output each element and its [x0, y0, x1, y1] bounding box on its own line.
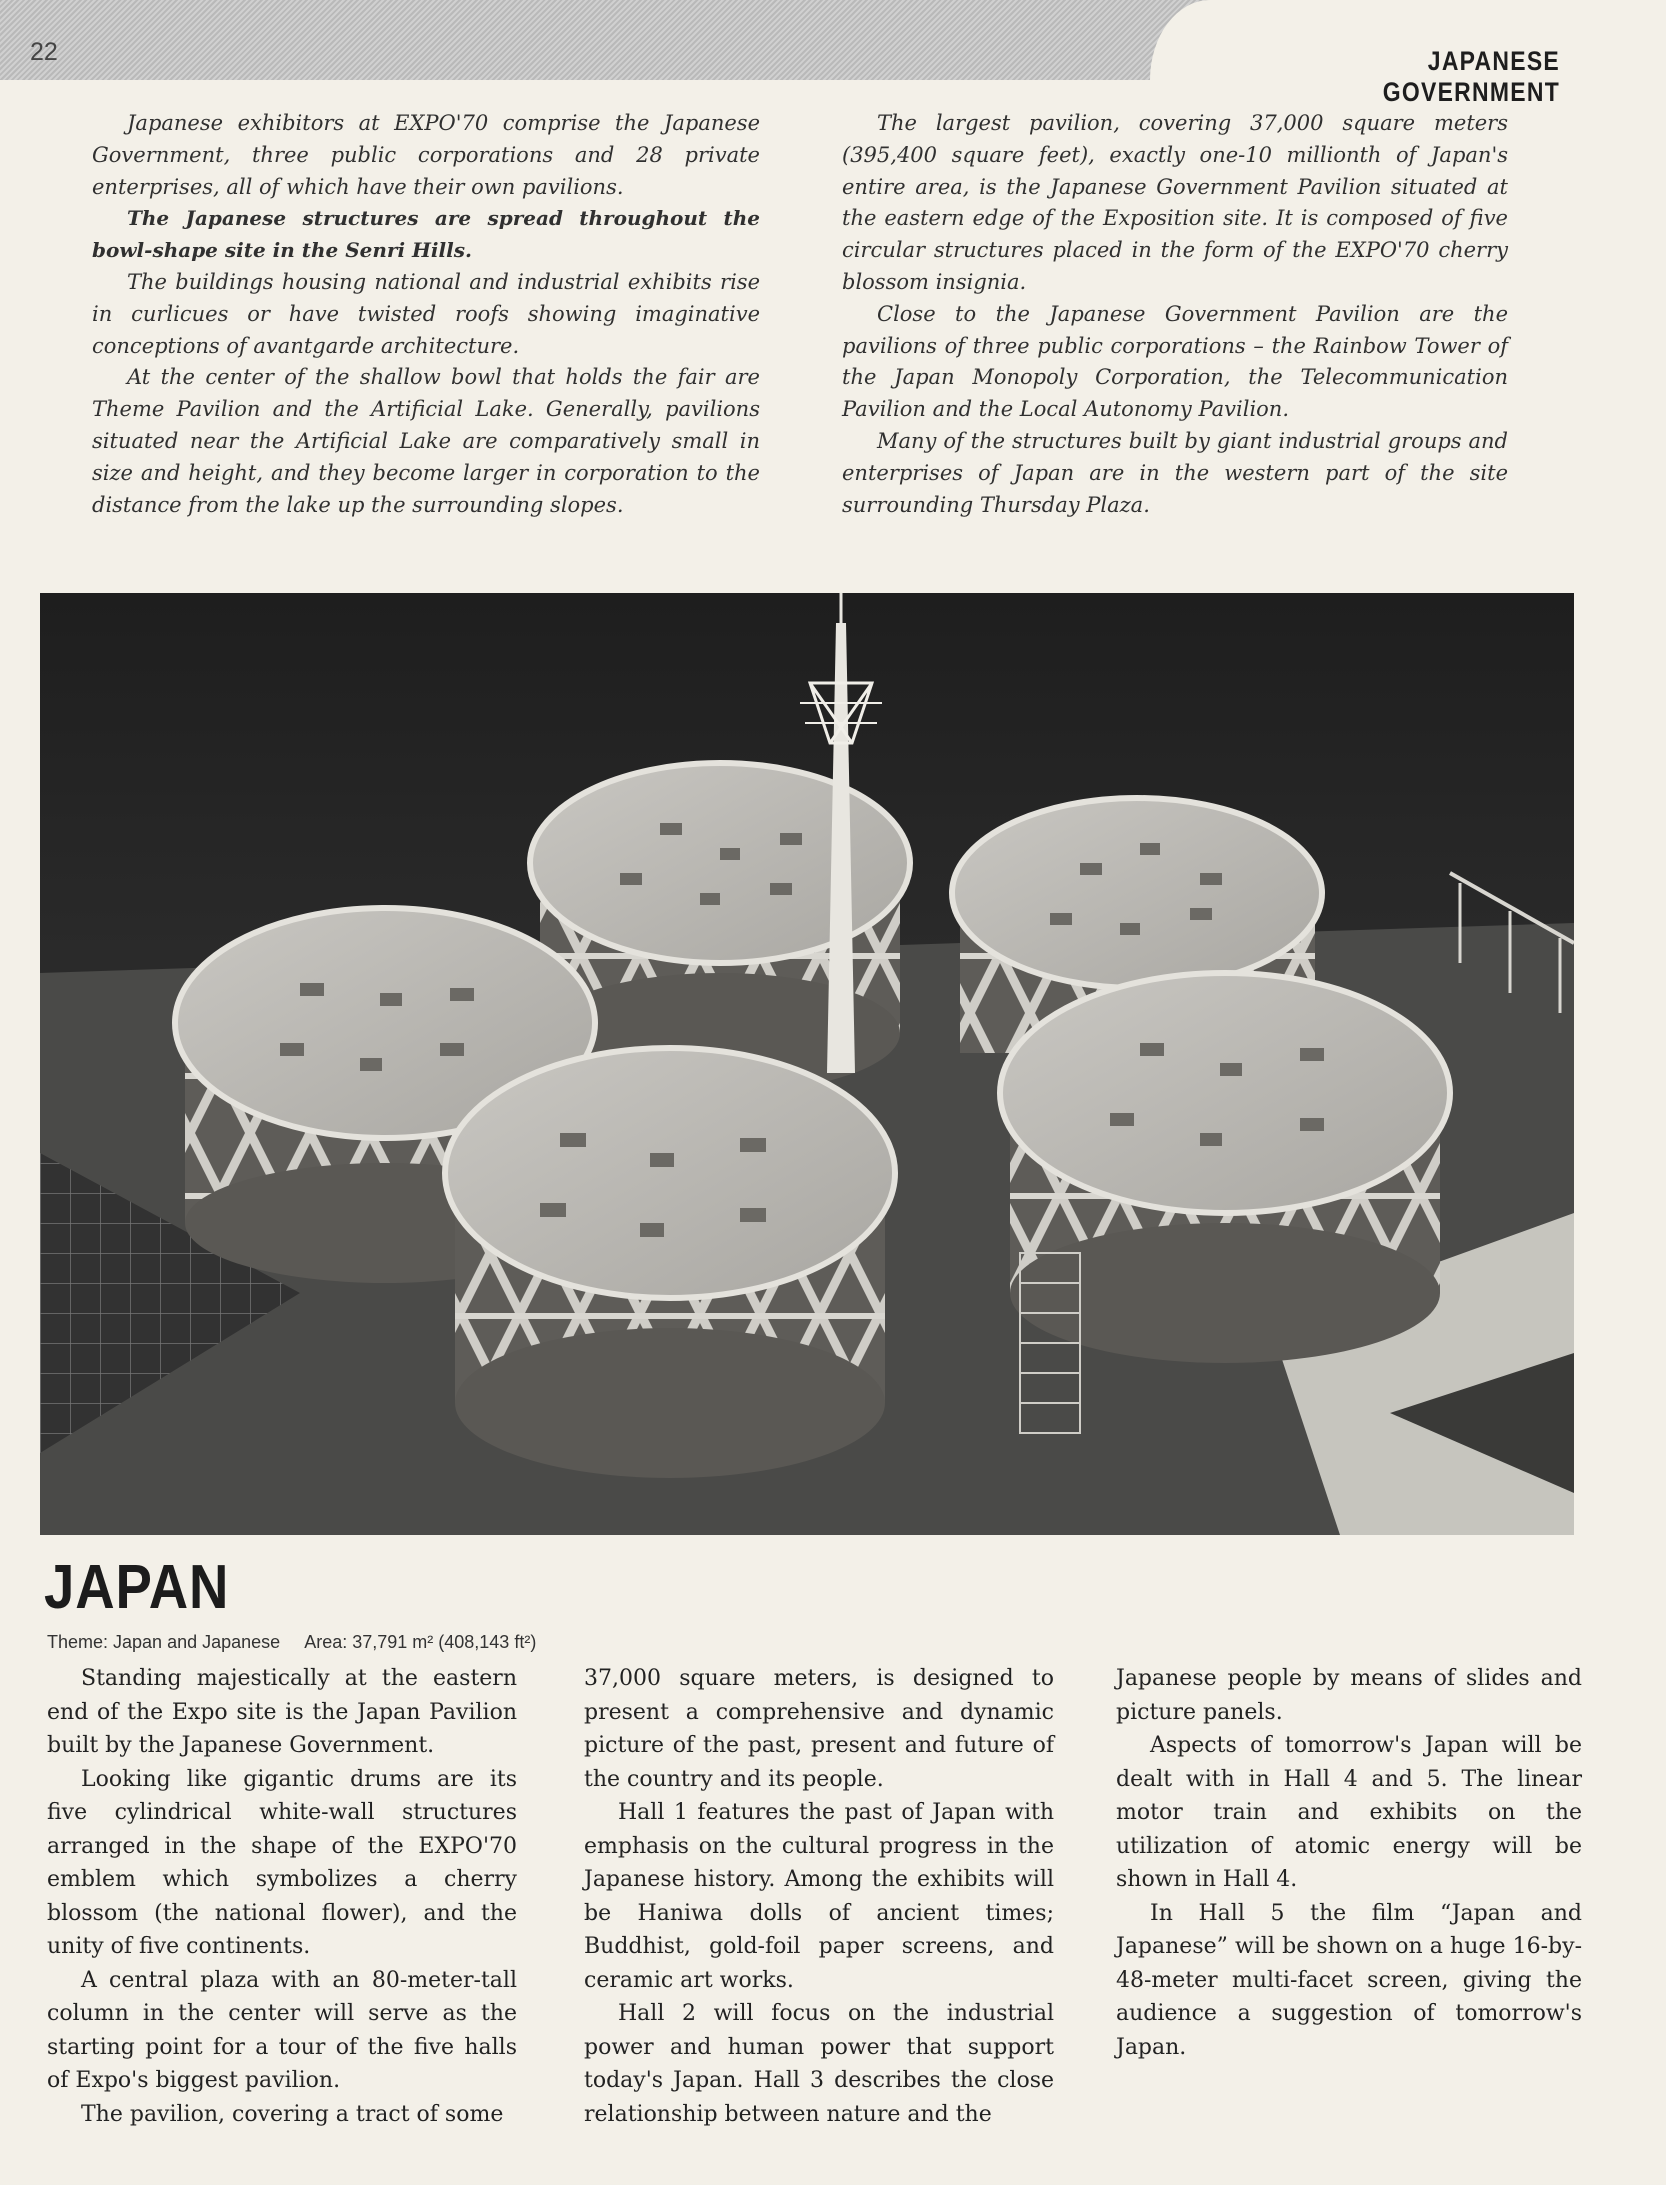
- body-paragraph: A central plaza with an 80-meter-tall column in the center will serve as the starting point for a tour of the five halls of Expo's biggest pavilion.: [47, 1967, 517, 2093]
- intro-left-column: [92, 108, 760, 521]
- body-paragraph: Japanese people by means of slides and picture panels.: [1116, 1666, 1582, 1725]
- intro-paragraph: Many of the structures built by giant industrial groups and enterprises of Japan are in the western part of the site surrounding Thursday Plaza.: [842, 428, 1508, 517]
- article-title: JAPAN: [44, 1553, 230, 1622]
- theme-label: Theme: Japan and Japanese: [47, 1632, 281, 1652]
- pavilion-model-photo: [40, 593, 1574, 1535]
- section-title: JAPANESE GOVERNMENT: [1382, 46, 1560, 107]
- intro-paragraph: Japanese exhibitors at EXPO'70 comprise the Japanese Government, three public corporations and 28 private enterprises, all of which have their own pavilions.: [92, 111, 760, 199]
- body-paragraph: Standing majestically at the eastern end of the Expo site is the Japan Pavilion built by the Japanese Government.: [47, 1666, 517, 1758]
- body-paragraph: Looking like gigantic drums are its five cylindrical white-wall structures arranged in the shape of the EXPO'70 emblem which symbolizes a cherry blossom (the national flower), and the unity of five continents.: [47, 1766, 517, 1959]
- pavilion-model-illustration: [40, 593, 1574, 1535]
- intro-right-column: [842, 108, 1508, 521]
- intro-paragraph: The buildings housing national and industrial exhibits rise in curlicues or have twisted roofs showing imaginative conceptions of avantgarde architecture.: [92, 269, 760, 358]
- body-paragraph: In Hall 5 the film “Japan and Japanese” will be shown on a huge 16-by-48-meter multi-facet screen, giving the audience a suggestion of tomorrow's Japan.: [1116, 1900, 1582, 2060]
- body-paragraph: Aspects of tomorrow's Japan will be dealt with in Hall 4 and 5. The linear motor train and exhibits on the utilization of atomic energy will be shown in Hall 4.: [1116, 1733, 1582, 1892]
- drum-right: [1000, 973, 1450, 1363]
- intro-paragraph: Close to the Japanese Government Pavilion are the pavilions of three public corporations – the Rainbow Tower of the Japan Monopoly Corporation, the Telecommunication Pavilion and the Local Autonomy Pavilion.: [842, 301, 1508, 422]
- body-paragraph: Hall 1 features the past of Japan with emphasis on the cultural progress in the Japanese history. Among the exhibits will be Haniwa dolls of ancient times; Buddhist, gold-foil paper screens, and ceramic art works.: [584, 1800, 1054, 1993]
- intro-paragraph: The Japanese structures are spread throughout the bowl-shape site in the Senri Hills.: [92, 206, 760, 263]
- body-paragraph: 37,000 square meters, is designed to present a comprehensive and dynamic picture of the past, present and future of the country and its people.: [584, 1666, 1054, 1792]
- intro-paragraph: The largest pavilion, covering 37,000 square meters (395,400 square feet), exactly one-10 millionth of Japan's entire area, is the Japanese Government Pavilion situated at the eastern edge of the Exposition site. It is composed of five circular structures placed in the form of the EXPO'70 cherry blossom insignia.: [842, 111, 1508, 294]
- body-column-3: [1116, 1662, 1582, 2064]
- body-column-1: [47, 1662, 517, 2131]
- page-number: 22: [30, 38, 58, 66]
- body-column-2: [584, 1662, 1054, 2131]
- body-paragraph: The pavilion, covering a tract of some: [81, 2101, 504, 2127]
- body-paragraph: Hall 2 will focus on the industrial power and human power that support today's Japan. Hall 3 describes the close relationship between nature and the: [584, 2001, 1054, 2127]
- article-meta: [47, 1632, 556, 1653]
- drum-front: [445, 1048, 895, 1478]
- area-label: Area: 37,791 m² (408,143 ft²): [304, 1632, 537, 1652]
- intro-paragraph: At the center of the shallow bowl that holds the fair are Theme Pavilion and the Artificial Lake. Generally, pavilions situated near the Artificial Lake are comparatively small in size and height, and they become larger in corporation to the distance from the lake up the surrounding slopes.: [92, 365, 760, 517]
